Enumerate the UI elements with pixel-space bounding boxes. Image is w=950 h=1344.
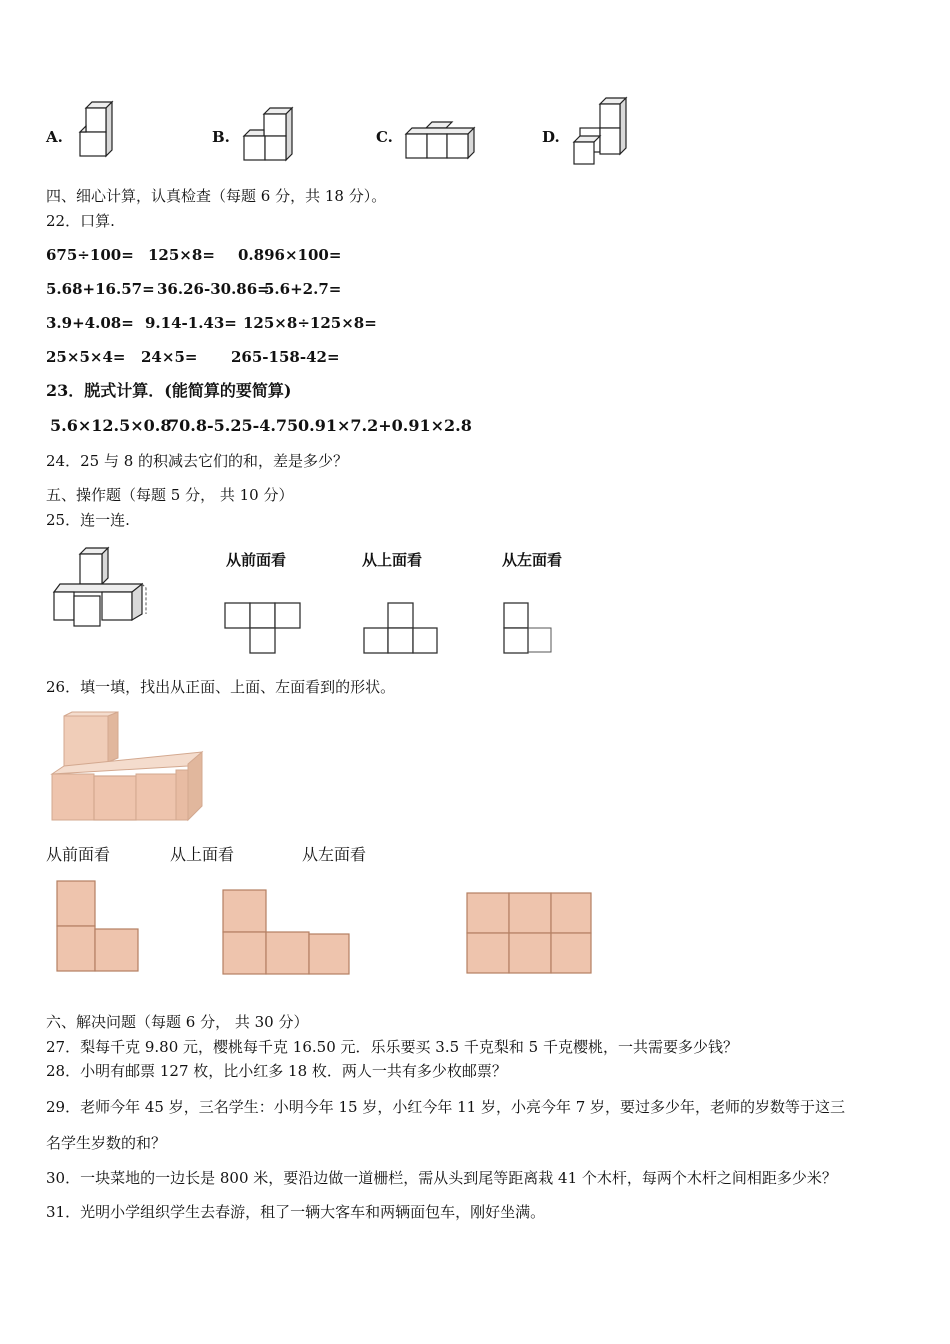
option-b-label: B. [212, 128, 230, 146]
q22-item: 36.26-30.86= [157, 280, 270, 298]
q25-shape-2 [363, 602, 441, 654]
q22-item: 265-158-42= [231, 348, 340, 366]
section-4-title: 四、细心计算，认真检查（每题 6 分，共 18 分）。 [46, 187, 387, 205]
q26-label: 26．填一填，找出从正面、上面、左面看到的形状。 [46, 678, 396, 696]
q22-item: 3.9+4.08= [46, 314, 134, 332]
option-a-label: A. [46, 128, 63, 146]
section-5-title: 五、操作题（每题 5 分， 共 10 分） [46, 486, 294, 504]
q25-cube-figure [46, 548, 150, 630]
q26-view-left: 从左面看 [302, 845, 367, 864]
q22-item: 125×8= [148, 246, 215, 264]
q29-text-line1: 29．老师今年 45 岁，三名学生：小明今年 15 岁，小红今年 11 岁，小亮今年 7 岁，要过多少年，老师的岁数等于这三 [46, 1098, 846, 1116]
q22-item: 675÷100= [46, 246, 134, 264]
q22-item: 125×8÷125×8= [243, 314, 377, 332]
q26-shape-3 [466, 892, 596, 976]
q25-view-top: 从上面看 [362, 551, 423, 569]
q22-label: 22．口算. [46, 212, 115, 230]
q26-shape-2 [222, 889, 352, 977]
q25-shape-1 [224, 602, 304, 654]
q26-shape-1 [56, 880, 142, 974]
q31-text: 31．光明小学组织学生去春游，租了一辆大客车和两辆面包车，刚好坐满。 [46, 1203, 546, 1221]
q25-label: 25．连一连. [46, 511, 130, 529]
q22-item: 5.6+2.7= [264, 280, 342, 298]
q23-item: 0.91×7.2+0.91×2.8 [298, 416, 472, 435]
q29-text-line2: 名学生岁数的和？ [46, 1134, 167, 1152]
q24-text: 24．25 与 8 的积减去它们的和，差是多少？ [46, 452, 349, 470]
option-c-figure [404, 120, 480, 160]
q22-item: 25×5×4= [46, 348, 126, 366]
q22-item: 24×5= [141, 348, 198, 366]
q26-view-top: 从上面看 [170, 845, 235, 864]
q26-cube-figure [52, 712, 204, 824]
section-6-title: 六、解决问题（每题 6 分， 共 30 分） [46, 1013, 309, 1031]
q23-item: 70.8-5.25-4.75 [168, 416, 299, 435]
option-a-figure [78, 100, 118, 160]
q28-text: 28．小明有邮票 127 枚，比小红多 18 枚．两人一共有多少枚邮票？ [46, 1062, 507, 1080]
option-b-figure [240, 108, 300, 160]
q23-item: 5.6×12.5×0.8 [50, 416, 172, 435]
q25-shape-3 [503, 602, 555, 654]
q27-text: 27．梨每千克 9.80 元，樱桃每千克 16.50 元．乐乐要买 3.5 千克梨和 5 千克樱桃，一共需要多少钱？ [46, 1038, 738, 1056]
q22-item: 5.68+16.57= [46, 280, 155, 298]
option-c-label: C. [376, 128, 393, 146]
option-d-label: D. [542, 128, 560, 146]
q25-view-left: 从左面看 [502, 551, 563, 569]
q25-view-front: 从前面看 [226, 551, 287, 569]
q26-view-front: 从前面看 [46, 845, 111, 864]
q22-item: 0.896×100= [238, 246, 342, 264]
option-d-figure [570, 98, 634, 168]
q22-item: 9.14-1.43= [145, 314, 237, 332]
q23-label: 23．脱式计算．(能简算的要简算) [46, 381, 292, 400]
q30-text: 30．一块菜地的一边长是 800 米，要沿边做一道栅栏，需从头到尾等距离栽 41 个木杆，每两个木杆之间相距多少米？ [46, 1169, 837, 1187]
